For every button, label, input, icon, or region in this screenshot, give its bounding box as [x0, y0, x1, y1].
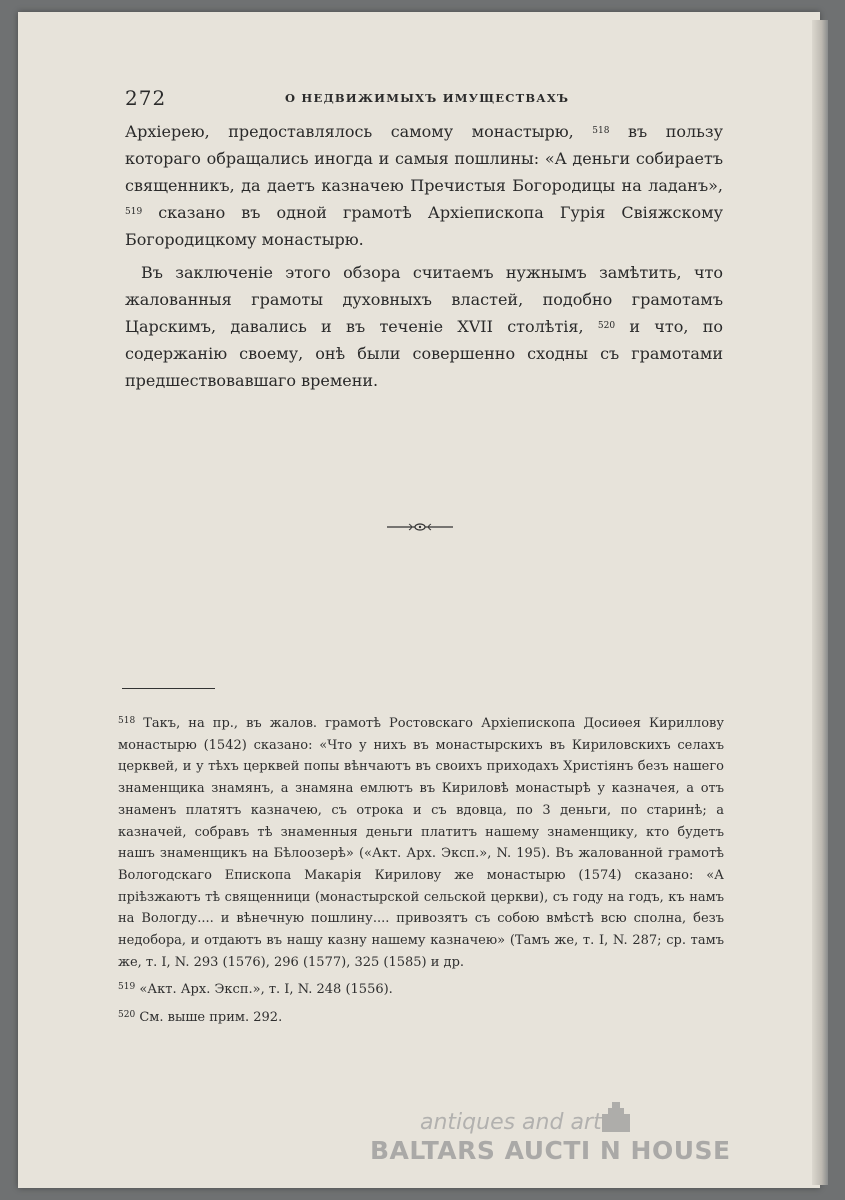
footnote-text: См. выше прим. 292.	[139, 1010, 283, 1026]
footnote-520	[118, 1005, 724, 1029]
footnote-number: 519	[118, 982, 136, 993]
footnote-number: 518	[118, 716, 136, 726]
footnotes	[118, 711, 724, 1033]
page-edge	[812, 20, 828, 1185]
main-text	[125, 118, 723, 400]
paragraph-2	[125, 259, 723, 394]
paragraph-1	[125, 118, 723, 253]
auction-watermark	[370, 1110, 770, 1170]
footnote-ref: 518	[592, 126, 610, 136]
castle-icon	[598, 1100, 634, 1134]
footnote-separator	[122, 688, 215, 689]
footnote-ref: 519	[125, 207, 143, 217]
footnote-518	[118, 711, 724, 973]
watermark-tagline: antiques and art	[420, 1110, 602, 1135]
text-run: Въ заключеніе этого обзора считаемъ нужнымъ замѣтить, что жалованныя грамоты духовныхъ властей, подобно грамотамъ Царскимъ, давались и въ теченіе XVII столѣтія,	[125, 263, 723, 336]
footnote-text: «Акт. Арх. Эксп.», т. I, N. 248 (1556).	[139, 982, 393, 998]
watermark-name: BALTARS AUCTI N HOUSE	[370, 1136, 731, 1165]
text-run: въ пользу котораго обращались иногда и самыя пошлины: «А деньги собираетъ священникъ, да даетъ казначею Пречистыя Богородицы на ладанъ»,	[125, 122, 723, 195]
text-run: и что, по содержанію своему, онѣ были совершенно сходны съ грамотами предшествовавшаго времени.	[125, 317, 723, 390]
footnote-519	[118, 977, 724, 1001]
running-title: О НЕДВИЖИМЫХЪ ИМУЩЕСТВАХЪ	[285, 91, 570, 105]
text-run: сказано въ одной грамотѣ Архіепископа Гурія Свіяжскому Богородицкому монастырю.	[125, 203, 723, 249]
section-end-ornament	[387, 521, 453, 533]
page-number: 272	[125, 86, 167, 110]
page-header	[125, 86, 723, 110]
footnote-text: Такъ, на пр., въ жалов. грамотѣ Ростовскаго Архіепископа Досиѳея Кириллову монастырю (1542) сказано: «Что у нихъ въ монастырскихъ въ Кириловскихъ селахъ церквей, и у тѣхъ церквей попы вѣнчаютъ въ своихъ приходахъ Христіянъ безъ нашего знаменщика знамянъ, а знамяна емлютъ въ Кириловѣ монастырѣ у казначея, а отъ знаменъ платятъ казначею, съ отрока и съ вдовца, по 3 деньги, по старинѣ; а казначей, собравъ тѣ знаменныя деньги платитъ нашему знаменщику, кто будетъ нашъ знаменщикъ на Бѣлоозерѣ» («Акт. Арх. Эксп.», N. 195). Въ жалованной грамотѣ Вологодскаго Епископа Макарія Кирилову же монастырю (1574) сказано: «А пріѣзжаютъ тѣ священници (монастырской сельской церкви), съ году на годъ, къ намъ на Вологду.... и вѣнечную пошлину.... привозятъ съ собою вмѣстѣ всю сполна, безъ недобора, и отдаютъ въ нашу казну нашему казначею» (Тамъ же, т. I, N. 287; ср. тамъ же, т. I, N. 293 (1576), 296 (1577), 325 (1585) и др.	[118, 716, 724, 970]
footnote-ref: 520	[597, 321, 616, 331]
text-run: Архіерею, предоставлялось самому монастырю,	[125, 122, 593, 141]
footnote-number: 520	[118, 1010, 136, 1021]
